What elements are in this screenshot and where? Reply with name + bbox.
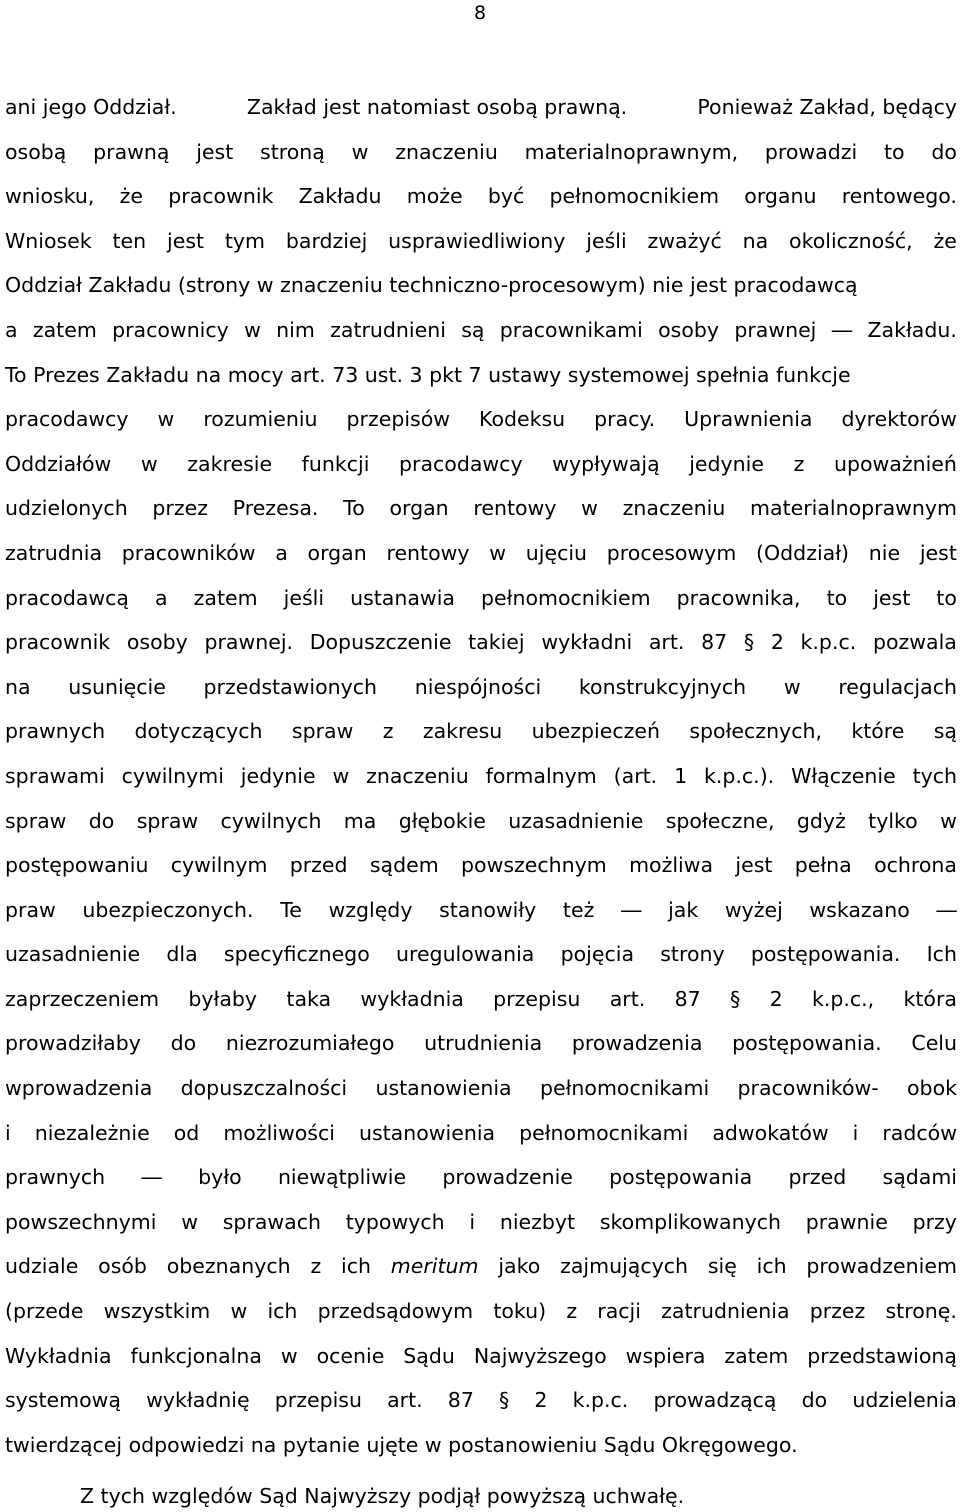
word: zważyć [647,228,722,253]
word: takiej [468,630,525,655]
word: Dopuszczenie [309,630,452,655]
word: wskazano [809,897,910,922]
word: udzielenia [852,1388,957,1413]
word: do [931,139,957,164]
word: strony [660,942,725,967]
word: § [743,630,755,655]
word: (przede [5,1299,84,1324]
word: a [155,585,168,610]
word: może [406,184,463,209]
word: ma [343,808,377,833]
word: prawnie [805,1209,888,1234]
word: jeśli [586,228,627,253]
word: możliwa [629,853,714,878]
word: 87 [447,1388,474,1413]
word: ujęciu [525,540,588,565]
text-line [5,140,957,185]
word: z [793,451,805,476]
text-line [5,496,957,541]
word: zatrudnia [5,540,103,565]
word: w [351,139,369,164]
word: pełnomocnikami [519,1120,689,1145]
text-line [5,1076,957,1121]
word: przez [809,1299,866,1324]
word: tych [912,763,957,788]
word: obeznanych [166,1254,291,1279]
word: jako [498,1254,541,1279]
text-line [5,898,957,943]
word: Oddział Zakładu (strony w znaczeniu techniczno-procesowym) nie jest pracodawcą [5,273,858,298]
word: dopuszczalności [180,1076,348,1101]
text-line [5,987,957,1032]
word: rozumieniu [203,407,318,432]
word: a [5,317,18,342]
word: k.p.c., [811,986,875,1011]
word: osób [98,1254,147,1279]
text-line [5,942,957,987]
word: (art. [613,763,658,788]
word: uregulowania [395,942,535,967]
word: zatrudnieni [330,317,446,342]
word: jest [919,540,957,565]
word: jedynie [240,763,316,788]
word: pojęcia [560,942,635,967]
word: formalnym [485,763,597,788]
word: jest [735,853,773,878]
word: systemową [5,1388,121,1413]
word: do [170,1031,197,1056]
text-line [5,586,957,631]
word: przepisów [346,407,451,432]
word: zatem [32,317,97,342]
word: § [499,1388,510,1413]
word: z [566,1299,578,1324]
word: wspiera [625,1343,706,1368]
word: w [940,808,957,833]
word: rentowy [386,540,470,565]
word: twierdzącej odpowiedzi na pytanie ujęte w postanowieniu Sądu Okręgowego. [5,1432,798,1457]
word: prowadziłaby [5,1031,141,1056]
word: regulacjach [838,674,957,699]
word: udzielonych [5,496,128,521]
word: wyżej [724,897,783,922]
word: niespójności [414,674,542,699]
word: 2 [534,1388,548,1413]
word: możliwości [223,1120,335,1145]
word: niezbyt [499,1209,576,1234]
word: że [933,228,957,253]
word: postępowaniu [5,853,149,878]
word: Oddziałów [5,451,112,476]
word: stronę. [885,1299,957,1324]
word: i [5,1120,11,1145]
word: prowadzenia [571,1031,703,1056]
text-line [5,764,957,809]
word: Ich [926,942,957,967]
word: wykładni [541,630,633,655]
word: osoby [126,630,188,655]
text-line [5,1121,957,1166]
word: ich [756,1254,787,1279]
word: zakresie [187,451,273,476]
text-line [5,1031,957,1076]
word: na [742,228,769,253]
word: procesowym [606,540,737,565]
word: radców [882,1120,957,1145]
word: jedynie [689,451,764,476]
word: zakresu [422,719,503,744]
word: ― [141,1165,162,1190]
word: zatem [193,585,258,610]
word: meritum [390,1254,479,1279]
word: to [884,139,905,164]
word: też [562,897,595,922]
word: prawnych [5,719,106,744]
word: wykładnię [146,1388,250,1413]
word: dyrektorów [841,407,957,432]
word: wypływają [552,451,660,476]
word: jest [196,139,234,164]
word: Celu [911,1031,957,1056]
word: pracownik [5,630,111,655]
word: 2 [769,986,783,1011]
word: pracy. [594,407,656,432]
word: ustanowienia [375,1076,512,1101]
word: przed [289,853,348,878]
word: postępowania. [732,1031,882,1056]
word: 1 [674,763,688,788]
word: sądem [369,853,439,878]
word: w [181,1209,198,1234]
word: w [140,451,158,476]
text-line [5,1433,957,1478]
word: spraw [5,808,67,833]
word: § [730,986,741,1011]
text-line [5,675,957,720]
text-line [5,1388,957,1433]
word: funkcjonalna [130,1343,262,1368]
word: k.p.c. [572,1388,629,1413]
word: zajmujących [560,1254,688,1279]
word: taka [286,986,332,1011]
word: od [173,1120,200,1145]
word: uzasadnienie [5,942,141,967]
word: ochrona [874,853,957,878]
word: tym [224,228,266,253]
word: (Oddział) [756,540,850,565]
text-line [5,809,957,854]
word: z [310,1254,322,1279]
word: Zakładu. [867,317,957,342]
word: że [119,184,144,209]
word: to [936,585,957,610]
text-line [5,719,957,764]
word: i [852,1120,859,1145]
text-line [5,1165,957,1210]
text-line [5,273,957,318]
word: wykładnia [360,986,464,1011]
word: prowadzącą [653,1388,777,1413]
word: dla [166,942,198,967]
word: znaczeniu [622,496,726,521]
word: organ [307,540,367,565]
word: 2 [770,630,784,655]
word: upoważnień [833,451,957,476]
word: prawną [93,139,170,164]
document-body [5,95,957,1477]
word: osobą [5,139,67,164]
text-line [5,1254,957,1299]
word: okoliczność, [789,228,913,253]
text-line [5,452,957,497]
word: art. [387,1388,423,1413]
word: pracownikami [499,317,643,342]
word: być [487,184,525,209]
word: specyficznego [223,942,370,967]
word: nim [276,317,315,342]
word: pracodawcy [399,451,523,476]
word: zatem [724,1343,789,1368]
word: sprawach [222,1209,321,1234]
word: społeczne, [665,808,775,833]
text-line [5,630,957,675]
word: Ponieważ Zakład, będący [697,95,957,119]
word: prawnej [734,317,817,342]
word: usprawiedliwiony [388,228,566,253]
text-line [5,853,957,898]
word: powszechnymi [5,1209,157,1234]
word: postępowania. [750,942,901,967]
word: na [5,674,31,699]
word: jak [668,897,699,922]
word: prowadzenie [442,1165,573,1190]
word: postępowania [609,1165,753,1190]
word: Prezesa. [232,496,319,521]
word: organ [389,496,449,521]
word: wprowadzenia [5,1076,153,1101]
word: ― [620,897,642,922]
word: która [903,986,957,1011]
word: toku) [493,1299,547,1324]
word: utrudnienia [424,1031,543,1056]
word: praw [5,897,56,922]
word: niezależnie [34,1120,150,1145]
word: to [826,585,848,610]
word: sprawami [5,763,105,788]
word: ich [341,1254,371,1279]
closing-text: Z tych względów Sąd Najwyższy podjął powyższą uchwałę. [80,1484,685,1508]
word: osoby [658,317,720,342]
word: prawnych [5,1165,106,1190]
word: konstrukcyjnych [578,674,747,699]
word: pracownik [168,184,274,209]
word: pracodawcy [5,407,129,432]
word: Uprawnienia [684,407,813,432]
word: są [461,317,485,342]
word: pracownicy [112,317,229,342]
word: Najwyższego [473,1343,607,1368]
word: 87 [674,986,701,1011]
word: k.p.c. [800,630,857,655]
word: art. [648,630,685,655]
word: bardziej [285,228,368,253]
word: przedstawionych [203,674,378,699]
word: typowych [345,1209,445,1234]
word: pozwala [872,630,957,655]
word: art. [609,986,646,1011]
word: stanowiły [439,897,537,922]
word: przedstawioną [807,1343,957,1368]
word: w [280,1343,298,1368]
text-line [5,1344,957,1389]
word: ten [112,228,147,253]
word: uzasadnienie [508,808,644,833]
word: pracowników- [737,1076,879,1101]
word: usunięcie [68,674,166,699]
word: społecznych, [689,719,822,744]
word: niezrozumiałego [225,1031,395,1056]
word: które [851,719,905,744]
word: w [489,540,507,565]
word: To Prezes Zakładu na mocy art. 73 ust. 3 pkt 7 ustawy systemowej spełnia funkcje [5,362,851,387]
word: do [88,808,115,833]
word: zaprzeczeniem [5,986,160,1011]
word: sądami [882,1165,957,1190]
word: udziale [5,1254,79,1279]
word: prowadzeniem [806,1254,957,1279]
word: powszechnym [461,853,607,878]
word: cywilnych [220,808,322,833]
text-line [5,1299,957,1344]
word: byłaby [188,986,258,1011]
word: się [707,1254,737,1279]
word: znaczeniu [395,139,498,164]
word: przez [152,496,208,521]
word: jeśli [283,585,325,610]
word: 87 [701,630,728,655]
word: niewątpliwie [277,1165,407,1190]
word: rentowy [473,496,557,521]
word: stroną [260,139,325,164]
word: jest [873,585,911,610]
word: do [801,1388,828,1413]
word: ― [831,317,853,342]
word: przepisu [274,1388,362,1413]
word: pełnomocnikami [539,1076,710,1101]
word: i [469,1209,476,1234]
text-line [5,407,957,452]
word: Kodeksu [479,407,566,432]
text-line [5,318,957,363]
word: znaczeniu [366,763,469,788]
word: są [933,719,957,744]
word: spraw [291,719,354,744]
word: pracownika, [676,585,801,610]
word: obok [907,1076,957,1101]
word: ich [267,1299,298,1324]
word: pracowników [121,540,256,565]
word: głębokie [398,808,486,833]
text-line [5,184,957,229]
word: jest [167,228,205,253]
word: Te [280,897,302,922]
word: przepisu [493,986,581,1011]
word: prowadzi [764,139,858,164]
word: w [581,496,598,521]
word: przed [788,1165,847,1190]
text-line [5,1210,957,1255]
word: nie [868,540,901,565]
text-line [5,363,957,408]
word: tylko [868,808,918,833]
word: materialnoprawnym, [524,139,739,164]
word: wszystkim [103,1299,211,1324]
word: w [244,317,261,342]
word: Wniosek [5,228,92,253]
word: dotyczących [134,719,263,744]
word: ustanawia [350,585,455,610]
word: spraw [136,808,199,833]
word: funkcji [301,451,370,476]
page-number: 8 [473,2,487,24]
word: rentowego. [841,184,957,209]
word: przy [912,1209,957,1234]
text-line [5,95,957,140]
word: To [343,496,365,521]
word: pełnomocnikiem [549,184,720,209]
word: organu [744,184,817,209]
word: pełnomocnikiem [481,585,651,610]
word: Wykładnia [5,1343,112,1368]
word: prawnej. [204,630,294,655]
word: racji [597,1299,641,1324]
word: względy [328,897,413,922]
word: cywilnym [170,853,268,878]
word: Zakładu [298,184,382,209]
word: ustanowienia [358,1120,496,1145]
word: Włączenie [791,763,896,788]
word: k.p.c.). [703,763,775,788]
word: wniosku, [5,184,95,209]
text-line [5,541,957,586]
word: a [275,540,288,565]
word: skomplikowanych [599,1209,781,1234]
word: w [157,407,175,432]
text-line [5,229,957,274]
word: w [332,763,350,788]
word: ani jego Oddział. [5,95,177,119]
word: ubezpieczeń [531,719,660,744]
word: Sądu [403,1343,455,1368]
word: materialnoprawnym [750,496,957,521]
word: gdyż [796,808,846,833]
word: pracodawcą [5,585,129,610]
word: Zakład jest natomiast osobą prawną. [246,95,628,119]
word: ocenie [316,1343,385,1368]
word: ubezpieczonych. [82,897,254,922]
word: z [382,719,394,744]
word: adwokatów [712,1120,829,1145]
word: pełna [794,853,852,878]
word: przedsądowym [317,1299,474,1324]
word: cywilnymi [121,763,224,788]
word: zatrudnienia [661,1299,790,1324]
word: było [198,1165,242,1190]
word: w [783,674,801,699]
word: ― [936,897,957,922]
word: w [230,1299,248,1324]
